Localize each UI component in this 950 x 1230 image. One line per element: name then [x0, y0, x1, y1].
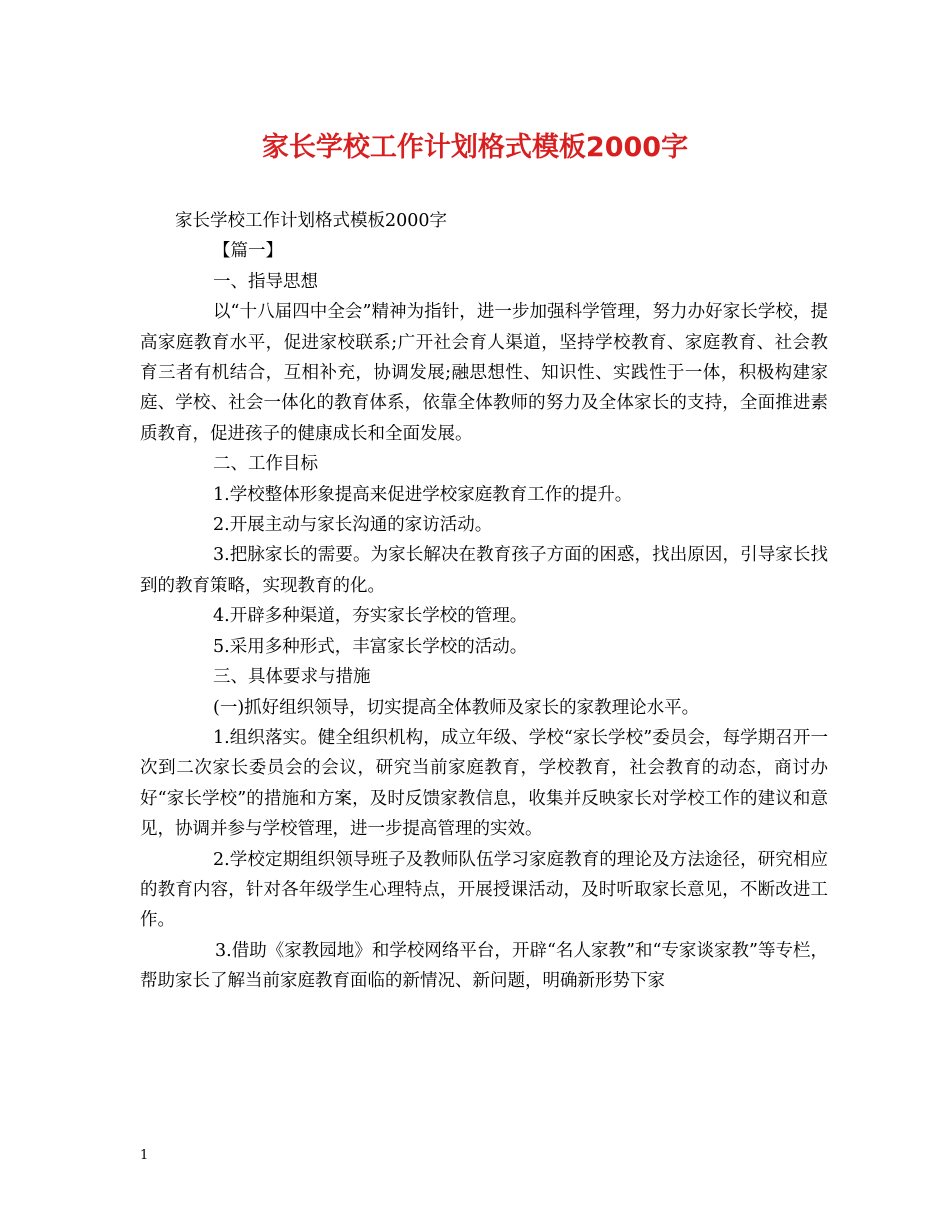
list-item: 1.学校整体形象提高来促进学校家庭教育工作的提升。	[213, 484, 633, 505]
body-paragraph: 3.借助《家教园地》和学校网络平台，开辟“名人家教”和“专家谈家教”等专栏，帮助家长了解当前家庭教育面临的新情况、新问题，明确新形势下家	[140, 940, 828, 992]
list-item: 3.把脉家长的需要。为家长解决在教育孩子方面的困惑，找出原因，引导家长找到的教育策略，实现教育的化。	[140, 545, 828, 596]
list-item: 2.开展主动与家长沟通的家访活动。	[213, 515, 493, 536]
section-marker: 【篇一】	[213, 241, 283, 262]
body-paragraph: 以“十八届四中全会”精神为指针，进一步加强科学管理，努力办好家长学校，提高家庭教育水平，促进家校联系;广开社会育人渠道，坚持学校教育、家庭教育、社会教育三者有机结合，互相补充，协调发展;融思想性、知识性、实践性于一体，积极构建家庭、学校、社会一体化的教育体系，依靠全体教师的努力及全体家长的支持，全面推进素质教育，促进孩子的健康成长和全面发展。	[140, 302, 828, 444]
body-paragraph: 1.组织落实。健全组织机构，成立年级、学校“家长学校”委员会，每学期召开一次到二次家长委员会的会议，研究当前家庭教育，学校教育，社会教育的动态，商讨办好“家长学校”的措施和方案，及时反馈家教信息，收集并反映家长对学校工作的建议和意见，协调并参与学校管理，进一步提高管理的实效。	[140, 727, 828, 840]
page-number: 1	[140, 1148, 149, 1163]
section-heading: 二、工作目标	[213, 454, 318, 475]
body-paragraph: 2.学校定期组织领导班子及教师队伍学习家庭教育的理论及方法途径，研究相应的教育内容，针对各年级学生心理特点，开展授课活动，及时听取家长意见，不断改进工作。	[140, 849, 828, 931]
subsection-heading: (一)抓好组织领导，切实提高全体教师及家长的家教理论水平。	[213, 697, 700, 718]
subtitle-paragraph: 家长学校工作计划格式模板2000字	[175, 211, 448, 231]
section-heading: 一、指导思想	[213, 271, 318, 292]
list-item: 4.开辟多种渠道，夯实家长学校的管理。	[213, 606, 528, 627]
section-heading: 三、具体要求与措施	[213, 667, 371, 688]
document-body	[140, 206, 828, 997]
list-item: 5.采用多种形式，丰富家长学校的活动。	[213, 636, 528, 657]
document-title: 家长学校工作计划格式模板2000字	[261, 132, 689, 163]
